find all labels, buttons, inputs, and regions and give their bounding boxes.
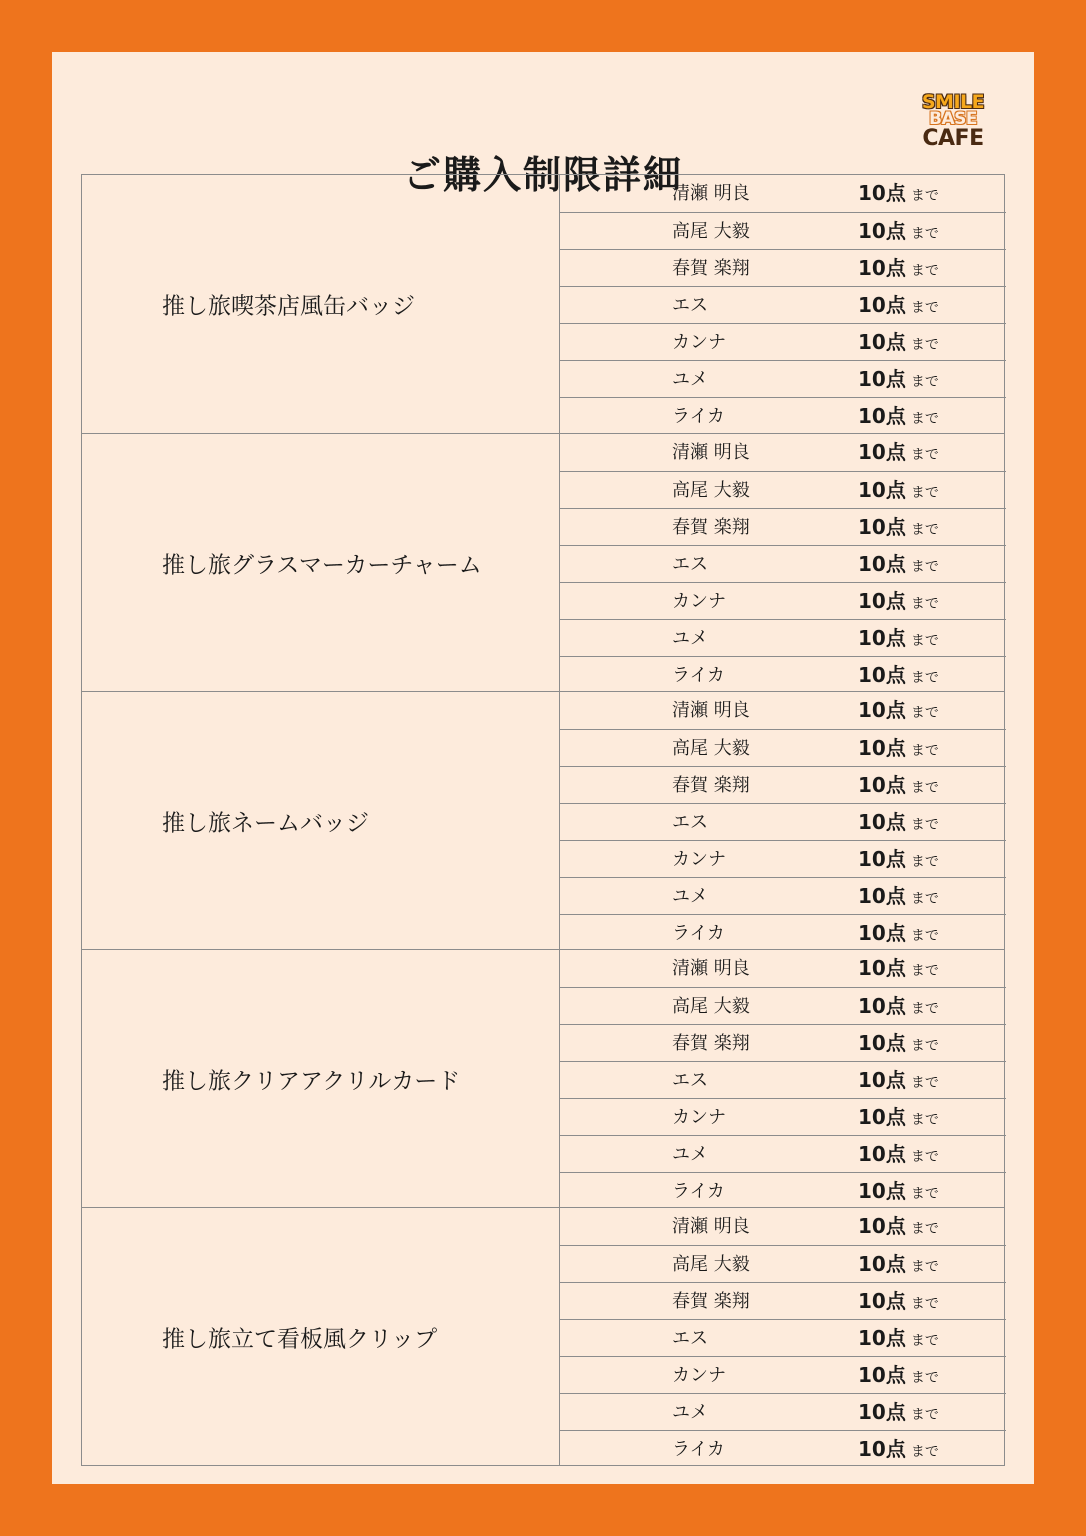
limit-suffix: まで [910,854,939,870]
limit-quantity: 10点 [858,884,906,908]
limit-suffix: まで [910,1001,939,1017]
limit-suffix: まで [910,743,939,759]
limit-suffix: まで [910,1221,939,1237]
table-row [560,1430,1006,1467]
limit-suffix: まで [910,522,939,538]
limit-suffix: まで [910,1407,939,1423]
table-row [560,508,1006,545]
table-row [560,1245,1006,1282]
table-row [560,914,1006,951]
purchase-limit-table [81,174,1005,1466]
table-row [560,1393,1006,1430]
limit-quantity: 10点 [858,994,906,1018]
member-name: 春賀 楽翔 [672,775,750,796]
limit-quantity: 10点 [858,367,906,391]
table-row [560,1356,1006,1393]
limit-suffix: まで [910,1333,939,1349]
limit-quantity: 10点 [858,1326,906,1350]
table-row [560,175,1006,212]
limit-quantity: 10点 [858,404,906,428]
member-limit-list [560,434,1006,691]
member-name: 春賀 楽翔 [672,517,750,538]
logo-line-2: BASE [929,109,977,129]
member-name: ライカ [672,665,725,686]
member-name: ユメ [672,1402,708,1423]
table-row [560,877,1006,914]
purchase-limit [858,1136,939,1175]
limit-quantity: 10点 [858,1214,906,1238]
product-cell [82,950,560,1207]
purchase-limit [858,1099,939,1138]
member-name: ユメ [672,628,708,649]
member-name: ライカ [672,1439,725,1460]
product-group [82,1207,1004,1465]
member-name: カンナ [672,332,726,353]
purchase-limit [858,324,939,363]
limit-suffix: まで [910,559,939,575]
table-row [560,1098,1006,1135]
limit-quantity: 10点 [858,181,906,205]
purchase-limit [858,250,939,289]
limit-quantity: 10点 [858,440,906,464]
member-name: ユメ [672,1144,708,1165]
product-name: 推し旅立て看板風クリップ [162,1326,438,1352]
limit-suffix: まで [910,1149,939,1165]
limit-quantity: 10点 [858,256,906,280]
purchase-limit [858,1283,939,1322]
limit-quantity: 10点 [858,1105,906,1129]
limit-suffix: まで [910,411,939,427]
purchase-limit [858,213,939,252]
purchase-limit [858,434,939,473]
purchase-limit [858,1246,939,1285]
limit-quantity: 10点 [858,1252,906,1276]
member-name: ユメ [672,369,708,390]
purchase-limit [858,287,939,326]
limit-quantity: 10点 [858,1289,906,1313]
limit-suffix: まで [910,963,939,979]
purchase-limit [858,175,939,214]
limit-suffix: まで [910,337,939,353]
purchase-limit [858,472,939,511]
member-name: 清瀬 明良 [672,958,750,979]
member-name: カンナ [672,849,726,870]
member-name: カンナ [672,1107,726,1128]
member-name: 清瀬 明良 [672,1216,750,1237]
notice-sheet [52,52,1034,1484]
table-row [560,619,1006,656]
table-row [560,950,1006,987]
purchase-limit [858,950,939,989]
limit-quantity: 10点 [858,589,906,613]
limit-quantity: 10点 [858,1142,906,1166]
member-limit-list [560,950,1006,1207]
table-row [560,545,1006,582]
table-row [560,1024,1006,1061]
member-name: ユメ [672,886,708,907]
member-limit-list [560,1208,1006,1465]
purchase-limit [858,767,939,806]
purchase-limit [858,361,939,400]
logo-line-1: SMILE [921,91,985,113]
limit-quantity: 10点 [858,1031,906,1055]
member-name: 春賀 楽翔 [672,1033,750,1054]
purchase-limit [858,509,939,548]
limit-quantity: 10点 [858,663,906,687]
limit-quantity: 10点 [858,626,906,650]
purchase-limit [858,1320,939,1359]
member-name: 高尾 大毅 [672,221,750,242]
limit-suffix: まで [910,780,939,796]
member-limit-list [560,692,1006,949]
limit-quantity: 10点 [858,293,906,317]
purchase-limit [858,804,939,843]
table-row [560,1282,1006,1319]
product-cell [82,434,560,691]
limit-suffix: まで [910,485,939,501]
table-row [560,434,1006,471]
member-name: 清瀬 明良 [672,183,750,204]
member-name: エス [672,1328,708,1349]
purchase-limit [858,1025,939,1064]
product-cell [82,1208,560,1465]
limit-quantity: 10点 [858,736,906,760]
member-name: カンナ [672,591,726,612]
product-name: 推し旅クリアアクリルカード [162,1068,461,1094]
limit-quantity: 10点 [858,847,906,871]
limit-suffix: まで [910,928,939,944]
logo-line-3: CAFE [922,126,984,151]
table-row [560,582,1006,619]
table-row [560,249,1006,286]
limit-quantity: 10点 [858,219,906,243]
limit-suffix: まで [910,596,939,612]
limit-suffix: まで [910,1444,939,1460]
limit-suffix: まで [910,1075,939,1091]
table-row [560,323,1006,360]
product-name: 推し旅喫茶店風缶バッジ [162,293,415,320]
limit-suffix: まで [910,705,939,721]
product-group [82,691,1004,949]
limit-quantity: 10点 [858,515,906,539]
limit-quantity: 10点 [858,956,906,980]
product-group [82,433,1004,691]
limit-suffix: まで [910,817,939,833]
limit-quantity: 10点 [858,478,906,502]
purchase-limit [858,1062,939,1101]
member-name: 春賀 楽翔 [672,1291,750,1312]
table-row [560,729,1006,766]
limit-suffix: まで [910,891,939,907]
limit-suffix: まで [910,300,939,316]
member-name: ライカ [672,406,725,427]
limit-suffix: まで [910,374,939,390]
limit-suffix: まで [910,1370,939,1386]
purchase-limit [858,546,939,585]
table-row [560,1061,1006,1098]
member-name: 清瀬 明良 [672,700,750,721]
purchase-limit [858,988,939,1027]
member-name: 高尾 大毅 [672,996,750,1017]
limit-quantity: 10点 [858,1068,906,1092]
product-name: 推し旅グラスマーカーチャーム [162,552,482,578]
purchase-limit [858,730,939,769]
smile-base-cafe-logo [905,91,1001,151]
table-row [560,803,1006,840]
limit-quantity: 10点 [858,921,906,945]
purchase-limit [858,1208,939,1247]
product-name: 推し旅ネームバッジ [162,810,369,836]
limit-suffix: まで [910,188,939,204]
table-row [560,840,1006,877]
purchase-limit [858,841,939,880]
limit-quantity: 10点 [858,810,906,834]
table-row [560,1135,1006,1172]
member-name: ライカ [672,923,725,944]
member-name: 春賀 楽翔 [672,258,750,279]
product-group [82,949,1004,1207]
member-name: 高尾 大毅 [672,738,750,759]
product-cell [82,692,560,949]
table-row [560,692,1006,729]
limit-quantity: 10点 [858,698,906,722]
member-name: ライカ [672,1181,725,1202]
limit-suffix: まで [910,1186,939,1202]
table-row [560,987,1006,1024]
purchase-limit [858,1431,939,1470]
limit-suffix: まで [910,1112,939,1128]
page-title: ご購入制限詳細 [402,153,683,197]
limit-suffix: まで [910,263,939,279]
purchase-limit [858,692,939,731]
table-row [560,286,1006,323]
member-name: エス [672,812,708,833]
limit-quantity: 10点 [858,1437,906,1461]
member-name: エス [672,1070,708,1091]
purchase-limit [858,620,939,659]
table-row [560,1172,1006,1209]
purchase-limit [858,1394,939,1433]
member-name: 高尾 大毅 [672,1254,750,1275]
limit-suffix: まで [910,1296,939,1312]
product-cell [82,175,560,433]
limit-suffix: まで [910,670,939,686]
limit-suffix: まで [910,447,939,463]
table-row [560,1208,1006,1245]
table-row [560,360,1006,397]
purchase-limit [858,1357,939,1396]
limit-suffix: まで [910,1259,939,1275]
limit-quantity: 10点 [858,330,906,354]
product-group [82,175,1004,433]
member-limit-list [560,175,1006,433]
table-row [560,1319,1006,1356]
purchase-limit [858,878,939,917]
table-row [560,212,1006,249]
limit-quantity: 10点 [858,552,906,576]
member-name: カンナ [672,1365,726,1386]
member-name: 清瀬 明良 [672,442,750,463]
limit-quantity: 10点 [858,773,906,797]
limit-quantity: 10点 [858,1363,906,1387]
member-name: 高尾 大毅 [672,480,750,501]
table-row [560,471,1006,508]
limit-suffix: まで [910,1038,939,1054]
member-name: エス [672,295,708,316]
purchase-limit [858,398,939,437]
limit-suffix: まで [910,226,939,242]
table-row [560,656,1006,693]
purchase-limit [858,583,939,622]
member-name: エス [672,554,708,575]
limit-quantity: 10点 [858,1179,906,1203]
limit-suffix: まで [910,633,939,649]
table-row [560,397,1006,434]
limit-quantity: 10点 [858,1400,906,1424]
table-row [560,766,1006,803]
